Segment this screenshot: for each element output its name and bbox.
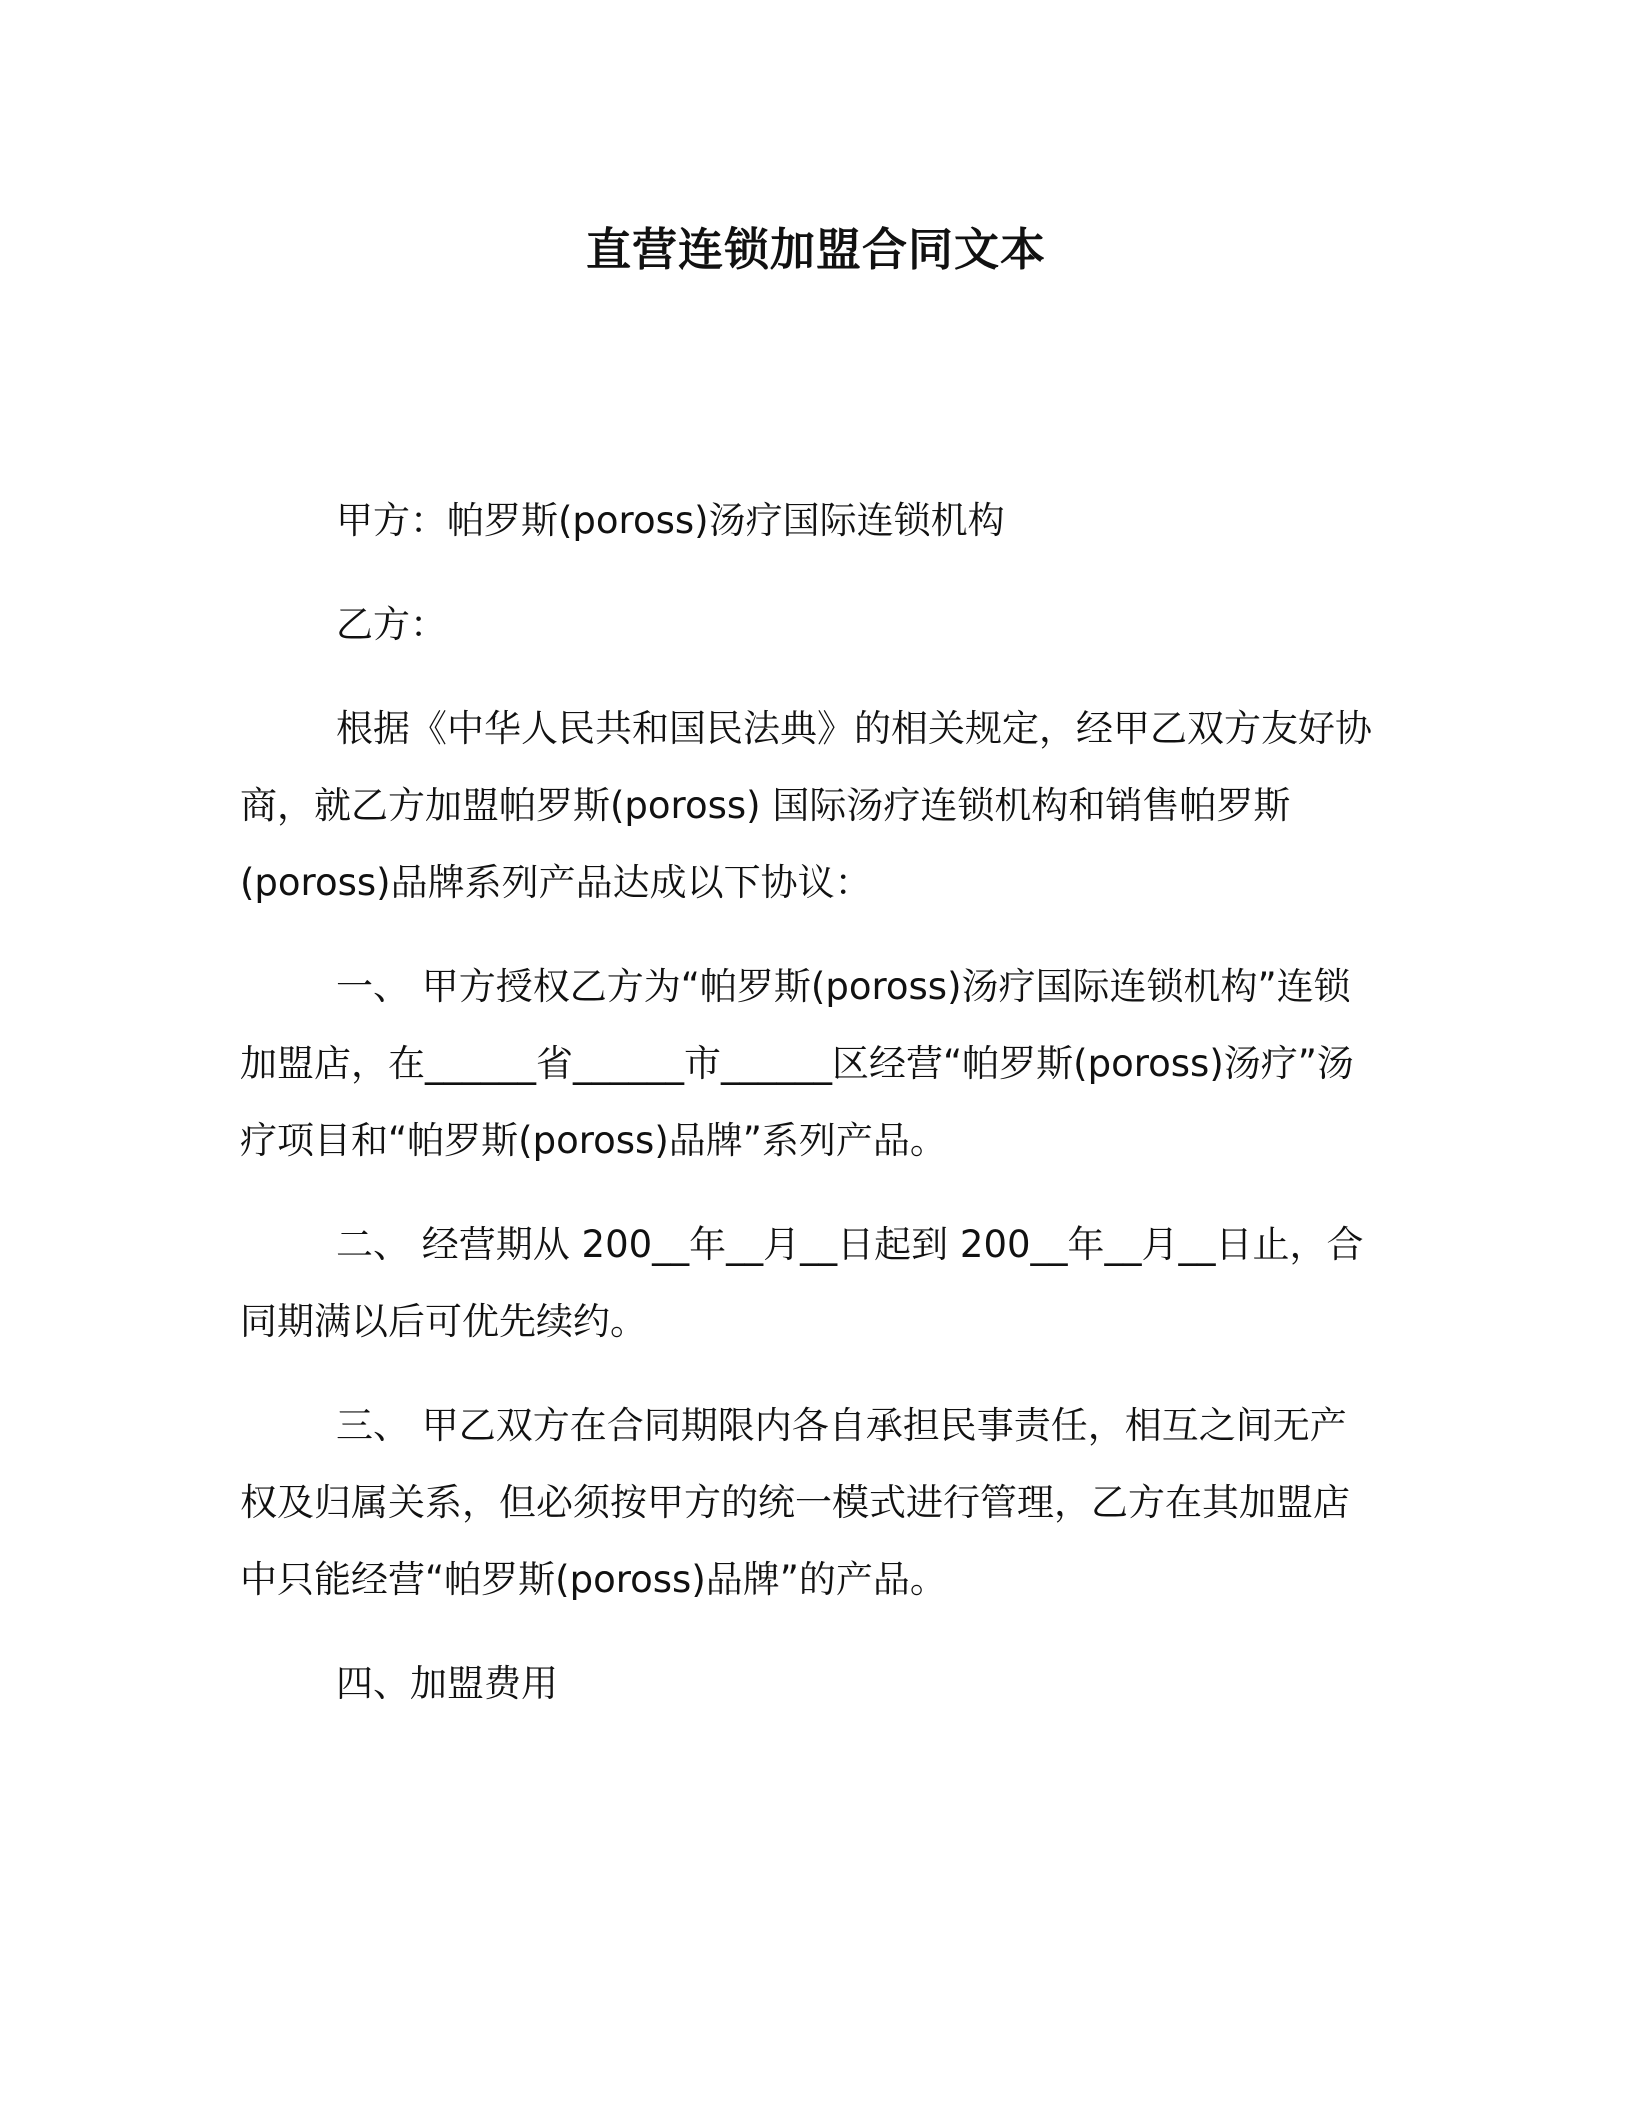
party-a-line: 甲方：帕罗斯(poross)汤疗国际连锁机构 <box>336 499 1005 542</box>
article-3-paragraph: 三、 甲乙双方在合同期限内各自承担民事责任，相互之间无产权及归属关系，但必须按甲方的统一模式进行管理，乙方在其加盟店中只能经营“帕罗斯(poross)品牌”的产品。 <box>240 1404 1350 1601</box>
document-title: 直营连锁加盟合同文本 <box>585 223 1046 276</box>
article-4-heading: 四、加盟费用 <box>336 1662 558 1705</box>
intro-paragraph: 根据《中华人民共和国民法典》的相关规定，经甲乙双方友好协商，就乙方加盟帕罗斯(poross) 国际汤疗连锁机构和销售帕罗斯(poross)品牌系列产品达成以下协议： <box>240 707 1372 904</box>
party-b-line: 乙方： <box>336 603 447 646</box>
article-2-paragraph: 二、 经营期从 200__年__月__日起到 200__年__月__日止，合同期满以后可优先续约。 <box>240 1223 1364 1343</box>
article-1-paragraph: 一、 甲方授权乙方为“帕罗斯(poross)汤疗国际连锁机构”连锁加盟店，在______省______市______区经营“帕罗斯(poross)汤疗”汤疗项目和“帕罗斯(poross)品牌”系列产品。 <box>240 965 1354 1162</box>
